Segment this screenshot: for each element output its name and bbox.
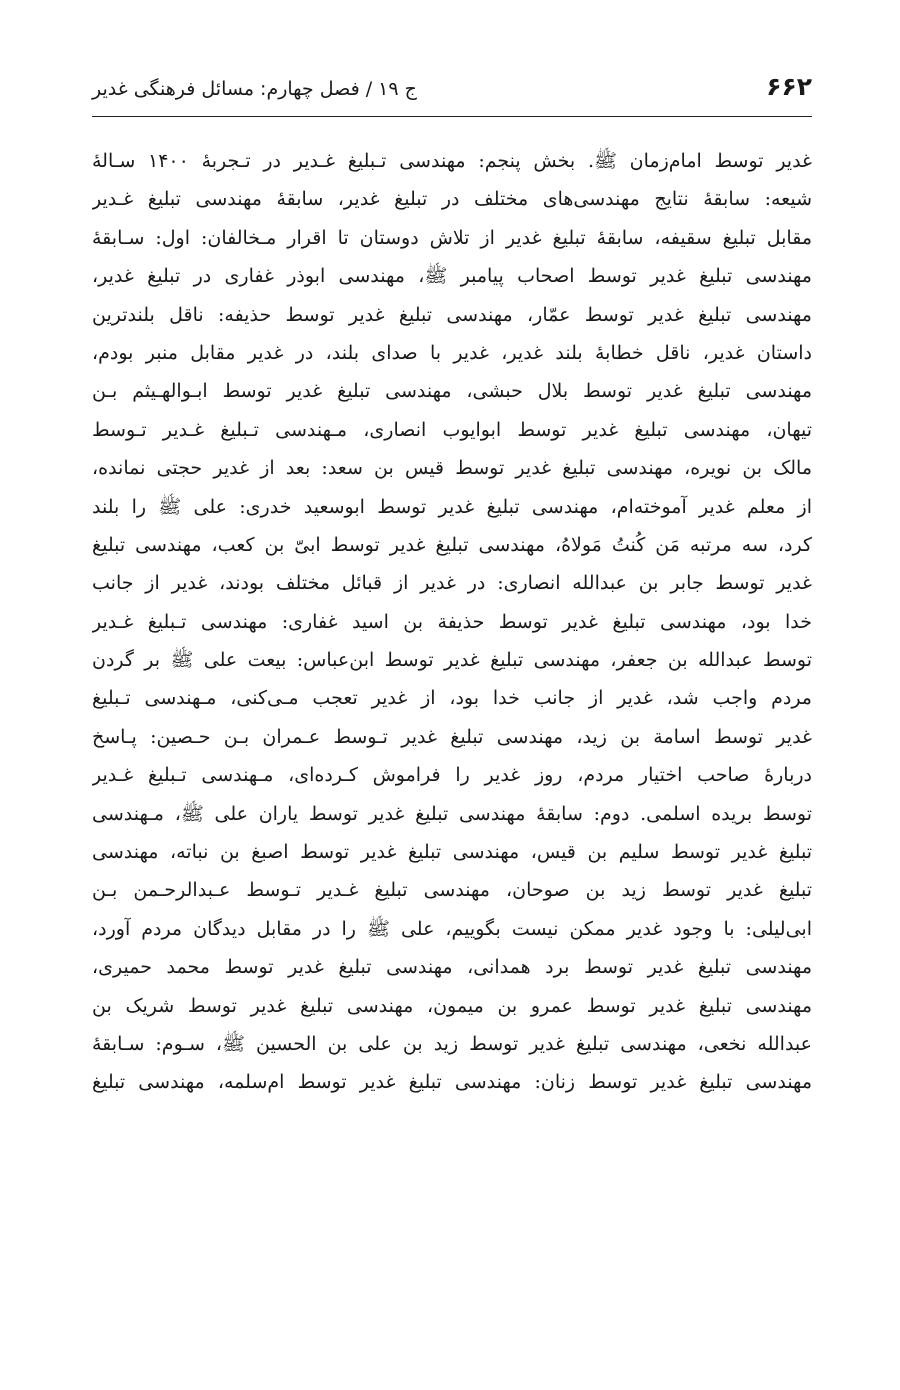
text-line: عبدالله نخعی، مهندسی تبلیغ غدیر توسط زید بن علی بن الحسین ﷺ، سـوم: سـابقهٔ xyxy=(92,1032,812,1055)
text-line: مقابل تبلیغ سقیفه، سابقهٔ تبلیغ غدیر از تلاش دوستان تا اقرار مـخالفان: اول: سـابقهٔ xyxy=(92,226,812,249)
text-line: داستان غدیر، ناقل خطابهٔ بلند غدیر، غدیر با صدای بلند، در غدیر مقابل منبر بودم، xyxy=(92,341,812,364)
text-line: مهندسی تبلیغ غدیر توسط زنان: مهندسی تبلیغ غدیر توسط ام‌سلمه، مهندسی تبلیغ xyxy=(92,1071,812,1094)
text-line: مهندسی تبلیغ غدیر توسط برد همدانی، مهندسی تبلیغ غدیر توسط محمد حمیری، xyxy=(92,956,812,979)
text-line: تیهان، مهندسی تبلیغ غدیر توسط ابوایوب انصاری، مـهندسی تـبلیغ غـدیر تـوسط xyxy=(92,418,812,441)
text-line: خدا بود، مهندسی تبلیغ غدیر توسط حذیفة بن اسید غفاری: مهندسی تـبلیغ غـدیر xyxy=(92,610,812,633)
running-title: ج ۱۹ / فصل چهارم: مسائل فرهنگی غدیر xyxy=(92,78,417,100)
text-line: ابی‌لیلی: با وجود غدیر ممکن نیست بگوییم، علی ﷺ را در مقابل دیدگان مردم آورد، xyxy=(92,917,812,940)
text-line: توسط بریده اسلمی. دوم: سابقهٔ مهندسی تبلیغ غدیر توسط یاران علی ﷺ، مـهندسی xyxy=(92,802,812,825)
text-line: مهندسی تبلیغ غدیر توسط عمرو بن میمون، مهندسی تبلیغ غدیر توسط شریک بن xyxy=(92,994,812,1017)
text-line: از معلم غدیر آموخته‌ام، مهندسی تبلیغ غدیر توسط ابوسعید خدری: علی ﷺ را بلند xyxy=(92,495,812,518)
text-line: غدیر توسط اسامة بن زید، مهندسی تبلیغ غدیر تـوسط عـمران بـن حـصین: پـاسخ xyxy=(92,725,812,748)
body-text xyxy=(92,142,812,1102)
text-line: دربارهٔ صاحب اختیار مردم، روز غدیر را فراموش کـرده‌ای، مـهندسی تـبلیغ غـدیر xyxy=(92,764,812,787)
text-line: توسط عبدالله بن جعفر، مهندسی تبلیغ غدیر توسط ابن‌عباس: بیعت علی ﷺ بر گردن xyxy=(92,649,812,672)
page-number: ۶۶۲ xyxy=(766,72,812,101)
text-line: تبلیغ غدیر توسط زید بن صوحان، مهندسی تبلیغ غـدیر تـوسط عـبدالرحـمن بـن xyxy=(92,879,812,902)
text-line: شیعه: سابقهٔ نتایج مهندسی‌های مختلف در تبلیغ غدیر، سابقهٔ مهندسی تبلیغ غـدیر xyxy=(92,188,812,211)
text-line: مردم واجب شد، غدیر از جانب خدا بود، از غدیر تعجب مـی‌کنی، مـهندسی تـبلیغ xyxy=(92,687,812,710)
text-line: مهندسی تبلیغ غدیر توسط اصحاب پیامبر ﷺ، مهندسی ابوذر غفاری در تبلیغ غدیر، xyxy=(92,265,812,288)
text-line: غدیر توسط امام‌زمان ﷺ. بخش پنجم: مهندسی تـبلیغ غـدیر در تـجربهٔ ۱۴۰۰ سـالهٔ xyxy=(92,150,812,172)
text-line: تبلیغ غدیر توسط سلیم بن قیس، مهندسی تبلیغ غدیر توسط اصبغ بن نباته، مهندسی xyxy=(92,841,812,864)
text-line: مهندسی تبلیغ غدیر توسط عمّار، مهندسی تبلیغ غدیر توسط حذیفه: ناقل بلندترین xyxy=(92,303,812,326)
text-line: مالک بن نویره، مهندسی تبلیغ غدیر توسط قیس بن سعد: بعد از غدیر حجتی نمانده، xyxy=(92,457,812,480)
text-line: غدیر توسط جابر بن عبدالله انصاری: در غدیر از قبائل مختلف بودند، غدیر از جانب xyxy=(92,572,812,595)
header-divider xyxy=(92,116,812,117)
page-header xyxy=(92,72,812,112)
text-line: کرد، سه مرتبه مَن کُنتُ مَولاهُ، مهندسی تبلیغ غدیر توسط ابیّ بن کعب، مهندسی تبلیغ xyxy=(92,533,812,556)
text-line: مهندسی تبلیغ غدیر توسط بلال حبشی، مهندسی تبلیغ غدیر توسط ابـوالهـیثم بـن xyxy=(92,380,812,403)
